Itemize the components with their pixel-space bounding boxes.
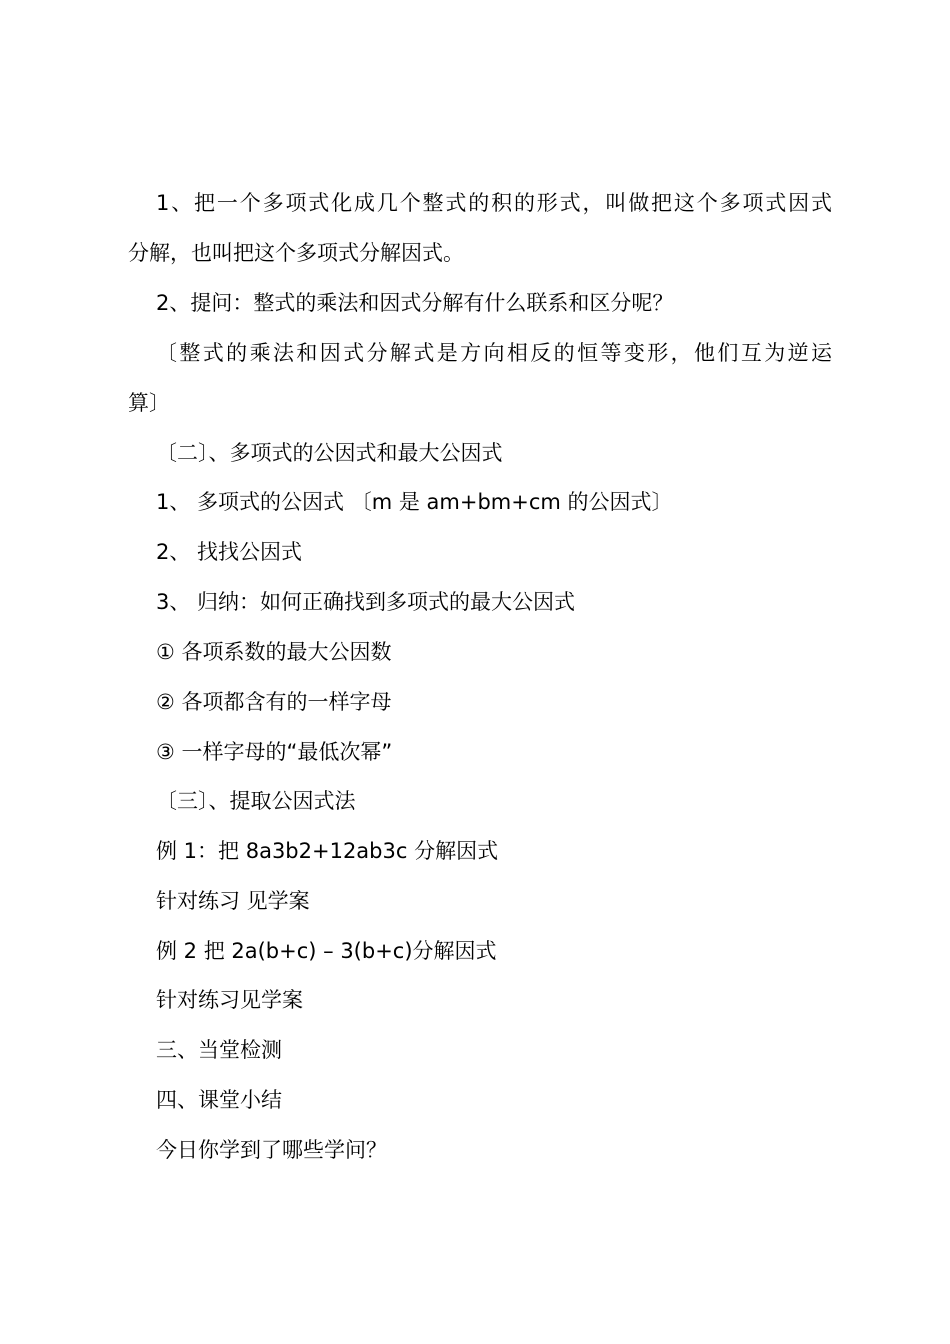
- answer-line-1: 〔整式的乘法和因式分解式是方向相反的恒等变形，他们互为逆运: [156, 341, 832, 365]
- list-item-1: 1、 多项式的公因式 〔m 是 am+bm+cm 的公因式〕: [156, 490, 673, 514]
- paragraph-definition-line-2: 分解，也叫把这个多项式分解因式。: [128, 241, 464, 265]
- example-2: 例 2 把 2a(b+c) – 3(b+c)分解因式: [156, 939, 497, 963]
- section-heading-2: 〔二〕、多项式的公因式和最大公因式: [156, 441, 503, 465]
- answer-line-2: 算〕: [128, 391, 170, 415]
- question-line: 2、提问：整式的乘法和因式分解有什么联系和区分呢？: [156, 291, 674, 315]
- section-test: 三、当堂检测: [156, 1038, 282, 1062]
- sub-item-1: ① 各项系数的最大公因数: [156, 640, 392, 664]
- sub-item-2: ② 各项都含有的一样字母: [156, 690, 392, 714]
- paragraph-definition-line-1: 1、把一个多项式化成几个整式的积的形式，叫做把这个多项式因式: [156, 191, 832, 215]
- practice-1: 针对练习 见学案: [156, 889, 310, 913]
- sub-item-3: ③ 一样字母的“最低次幂”: [156, 740, 393, 764]
- list-item-3: 3、 归纳：如何正确找到多项式的最大公因式: [156, 590, 576, 614]
- list-item-2: 2、 找找公因式: [156, 540, 303, 564]
- section-heading-3: 〔三〕、提取公因式法: [156, 789, 356, 813]
- practice-2: 针对练习见学案: [156, 988, 303, 1012]
- section-summary: 四、课堂小结: [156, 1088, 282, 1112]
- example-1: 例 1：把 8a3b2+12ab3c 分解因式: [156, 839, 499, 863]
- summary-question: 今日你学到了哪些学问？: [156, 1138, 387, 1162]
